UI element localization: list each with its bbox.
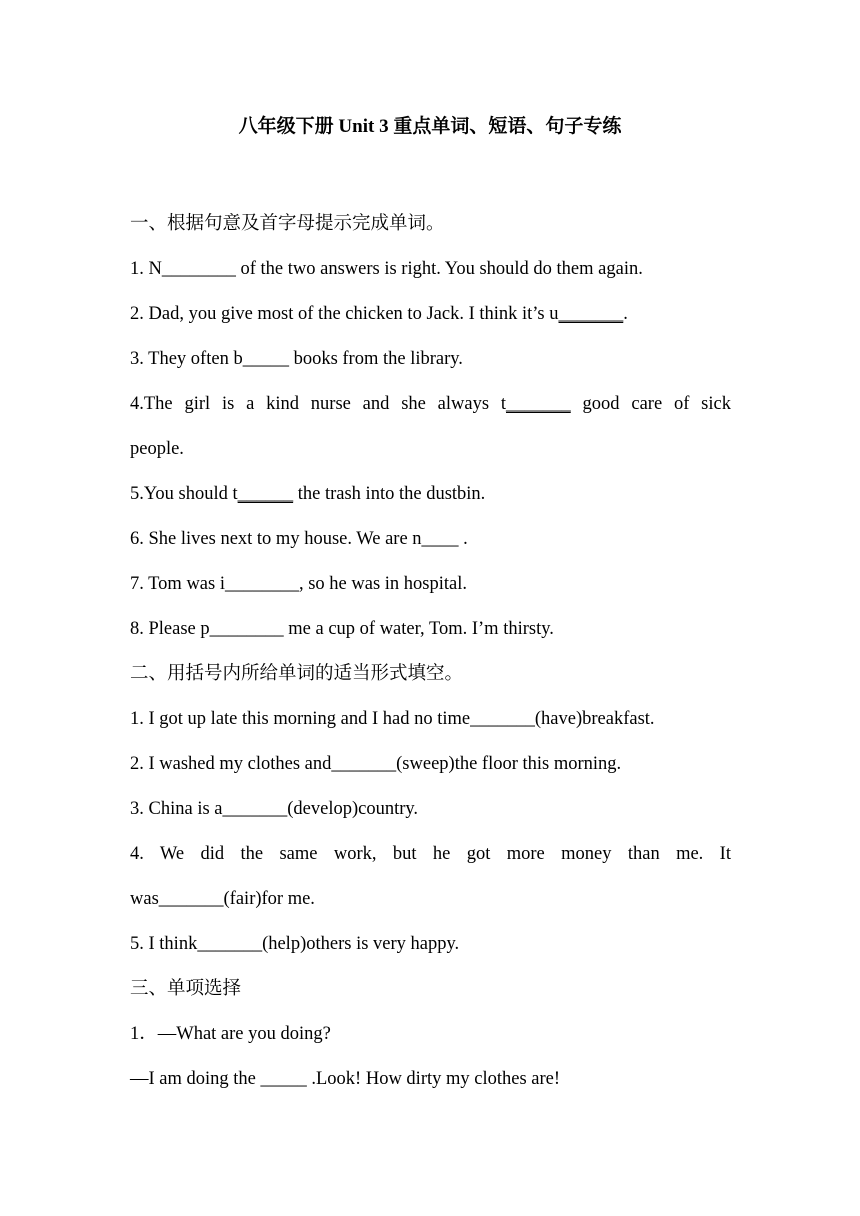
section-1-question-3 — [130, 337, 731, 382]
question-text: 2. Dad, you give most of the chicken to Jack. I think it’s u — [130, 304, 559, 324]
section-1-question-7 — [130, 562, 731, 607]
section-2-question-3: 3. China is a_______(develop)country. — [130, 799, 419, 819]
section-2-question-1: 1. I got up late this morning and I had no time_______(have)breakfast. — [130, 709, 655, 729]
section-3-question-1-reply: —I am doing the _____ .Look! How dirty my clothes are! — [130, 1069, 561, 1089]
section-1-heading: 一、根据句意及首字母提示完成单词。 — [130, 214, 445, 234]
section-1-question-8 — [130, 607, 731, 652]
question-text: 5.You should t — [130, 484, 238, 504]
section-2-heading: 二、用括号内所给单词的适当形式填空。 — [130, 664, 464, 684]
question-text: 1. N________ of the two answers is right. You should do them again. — [130, 259, 643, 279]
question-text: 7. Tom was i________, so he was in hospital. — [130, 574, 468, 594]
section-2-question-5: 5. I think_______(help)others is very happy. — [130, 934, 460, 954]
question-text: 6. She lives next to my house. We are n____ . — [130, 529, 468, 549]
question-text-end: the trash into the dustbin. — [293, 484, 486, 504]
section-1-question-6 — [130, 517, 731, 562]
page-title: 八年级下册 Unit 3 重点单词、短语、句子专练 — [238, 116, 622, 137]
question-text-end: good care of sick — [570, 394, 731, 414]
section-3-question-1: 1．—What are you doing? — [130, 1024, 331, 1044]
answer-blank: _______ — [558, 304, 624, 324]
question-text-end: . — [623, 304, 628, 324]
section-2-question-4: 4. We did the same work, but he got more money than me. It — [130, 844, 731, 864]
section-1-question-5 — [130, 472, 731, 517]
section-3-heading: 三、单项选择 — [130, 979, 242, 999]
answer-blank: ______ — [237, 484, 294, 504]
section-2-question-2: 2. I washed my clothes and_______(sweep)the floor this morning. — [130, 754, 622, 774]
section-1-question-4 — [130, 382, 731, 427]
exercise-content — [130, 202, 731, 1102]
section-1-question-4-continued: people. — [130, 439, 184, 459]
answer-blank: _______ — [506, 394, 571, 414]
section-2-question-4-continued: was_______(fair)for me. — [130, 889, 315, 909]
section-1-question-1 — [130, 247, 731, 292]
section-1-question-2 — [130, 292, 731, 337]
question-text: 3. They often b_____ books from the library. — [130, 349, 463, 369]
question-text: 4.The girl is a kind nurse and she always t — [130, 394, 506, 414]
question-text: 8. Please p________ me a cup of water, Tom. I’m thirsty. — [130, 619, 554, 639]
